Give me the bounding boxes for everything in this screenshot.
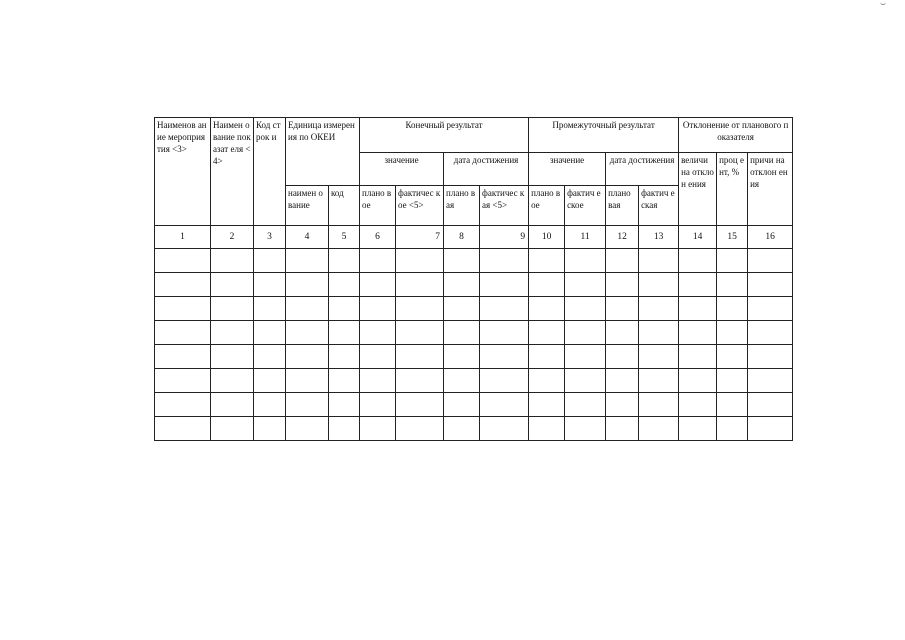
column-number: 7	[396, 226, 444, 249]
header-deviation-reason: причи на отклон ения	[748, 153, 793, 226]
table-cell	[639, 345, 679, 369]
table-cell	[565, 321, 606, 345]
table-cell	[396, 297, 444, 321]
table-cell	[396, 345, 444, 369]
table-cell	[565, 393, 606, 417]
table-cell	[396, 417, 444, 441]
table-cell	[360, 321, 396, 345]
column-number: 6	[360, 226, 396, 249]
header-final-actual-value: фактичес кое <5>	[396, 186, 444, 226]
column-number: 12	[606, 226, 639, 249]
report-table	[154, 117, 793, 441]
table-cell	[396, 321, 444, 345]
table-cell	[679, 249, 717, 273]
table-cell	[155, 297, 211, 321]
table-cell	[155, 369, 211, 393]
table-cell	[679, 297, 717, 321]
table-cell	[396, 369, 444, 393]
table-cell	[155, 321, 211, 345]
column-number: 5	[329, 226, 360, 249]
table-cell	[679, 393, 717, 417]
table-cell	[329, 273, 360, 297]
table-cell	[444, 249, 480, 273]
table-cell	[480, 249, 529, 273]
table-cell	[286, 321, 329, 345]
table-cell	[529, 273, 565, 297]
table-cell	[748, 321, 793, 345]
table-cell	[639, 369, 679, 393]
table-cell	[748, 417, 793, 441]
header-deviation-amount: величи на отклон ения	[679, 153, 717, 226]
column-number: 11	[565, 226, 606, 249]
table-cell	[329, 369, 360, 393]
table-cell	[360, 273, 396, 297]
table-cell	[396, 249, 444, 273]
table-cell	[565, 417, 606, 441]
header-intermediate-planned-value: плано вое	[529, 186, 565, 226]
table-cell	[444, 417, 480, 441]
table-cell	[639, 249, 679, 273]
table-row	[155, 273, 793, 297]
table-cell	[444, 393, 480, 417]
table-cell	[254, 297, 286, 321]
header-intermediate-actual-date: фактич еская	[639, 186, 679, 226]
table-cell	[155, 249, 211, 273]
table-cell	[529, 393, 565, 417]
table-cell	[211, 273, 254, 297]
header-row-1	[155, 118, 793, 153]
page-corner-mark	[880, 0, 886, 5]
table-cell	[748, 273, 793, 297]
header-name-of-measure: Наименов ание мероприя тия <3>	[155, 118, 211, 226]
table-cell	[444, 273, 480, 297]
table-cell	[329, 249, 360, 273]
table-cell	[329, 345, 360, 369]
table-cell	[565, 273, 606, 297]
table-cell	[329, 321, 360, 345]
table-cell	[679, 345, 717, 369]
column-number: 2	[211, 226, 254, 249]
table-cell	[748, 297, 793, 321]
column-number: 8	[444, 226, 480, 249]
table-cell	[155, 393, 211, 417]
table-cell	[360, 249, 396, 273]
table-cell	[211, 321, 254, 345]
header-final-value: значение	[360, 153, 444, 186]
column-number: 13	[639, 226, 679, 249]
table-cell	[717, 369, 748, 393]
column-number: 14	[679, 226, 717, 249]
table-cell	[155, 273, 211, 297]
table-cell	[565, 369, 606, 393]
table-cell	[606, 369, 639, 393]
table-cell	[606, 321, 639, 345]
table-cell	[286, 297, 329, 321]
table-cell	[679, 321, 717, 345]
table-cell	[396, 273, 444, 297]
table-cell	[565, 249, 606, 273]
table-cell	[717, 393, 748, 417]
table-cell	[360, 369, 396, 393]
table-cell	[717, 345, 748, 369]
header-deviation: Отклонение от планового показателя	[679, 118, 793, 153]
table-cell	[639, 417, 679, 441]
header-final-planned-date: плано вая	[444, 186, 480, 226]
header-intermediate-date: дата достижения	[606, 153, 679, 186]
table-cell	[155, 345, 211, 369]
table-row	[155, 345, 793, 369]
column-number: 15	[717, 226, 748, 249]
table-cell	[360, 417, 396, 441]
header-intermediate-planned-date: плано вая	[606, 186, 639, 226]
column-number: 4	[286, 226, 329, 249]
table-cell	[529, 345, 565, 369]
header-unit: Единица измерения по ОКЕИ	[286, 118, 360, 186]
table-cell	[480, 321, 529, 345]
table-cell	[286, 393, 329, 417]
table-cell	[529, 249, 565, 273]
table-cell	[155, 417, 211, 441]
table-cell	[529, 321, 565, 345]
table-cell	[529, 369, 565, 393]
table-cell	[679, 273, 717, 297]
header-intermediate-value: значение	[529, 153, 606, 186]
table-cell	[606, 393, 639, 417]
table-cell	[286, 273, 329, 297]
table-cell	[748, 345, 793, 369]
header-final-actual-date: фактичес кая <5>	[480, 186, 529, 226]
table-row	[155, 249, 793, 273]
table-cell	[639, 321, 679, 345]
table-cell	[639, 393, 679, 417]
table-cell	[480, 393, 529, 417]
table-cell	[444, 321, 480, 345]
header-intermediate-result: Промежуточный результат	[529, 118, 679, 153]
data-rows	[155, 249, 793, 441]
header-unit-name: наимен ование	[286, 186, 329, 226]
table-cell	[606, 417, 639, 441]
table-cell	[679, 417, 717, 441]
table-cell	[748, 393, 793, 417]
table-cell	[211, 369, 254, 393]
table-cell	[329, 393, 360, 417]
table-cell	[396, 393, 444, 417]
header-deviation-percent: проц ент, %	[717, 153, 748, 226]
table-cell	[606, 249, 639, 273]
table-cell	[211, 297, 254, 321]
column-number: 10	[529, 226, 565, 249]
table-cell	[748, 249, 793, 273]
table-cell	[480, 417, 529, 441]
table-cell	[360, 345, 396, 369]
header-name-of-indicator: Наимен ование показат еля <4>	[211, 118, 254, 226]
table-cell	[480, 345, 529, 369]
header-intermediate-actual-value: фактич еское	[565, 186, 606, 226]
table-cell	[565, 345, 606, 369]
table-cell	[444, 297, 480, 321]
table-cell	[606, 297, 639, 321]
table-cell	[717, 249, 748, 273]
table-cell	[639, 273, 679, 297]
header-line-code: Код строк и	[254, 118, 286, 226]
table-cell	[211, 345, 254, 369]
table-cell	[286, 369, 329, 393]
column-number: 16	[748, 226, 793, 249]
table-row	[155, 297, 793, 321]
table-cell	[329, 417, 360, 441]
table-cell	[286, 417, 329, 441]
table-cell	[606, 345, 639, 369]
column-number: 3	[254, 226, 286, 249]
table-row	[155, 393, 793, 417]
table-cell	[679, 369, 717, 393]
table-cell	[717, 321, 748, 345]
table-cell	[717, 417, 748, 441]
table-cell	[211, 393, 254, 417]
table-cell	[639, 297, 679, 321]
table-cell	[254, 345, 286, 369]
table-cell	[360, 393, 396, 417]
header-unit-code: код	[329, 186, 360, 226]
table-row	[155, 369, 793, 393]
table-cell	[529, 417, 565, 441]
table-row	[155, 417, 793, 441]
table-cell	[480, 297, 529, 321]
table-cell	[748, 369, 793, 393]
table-cell	[286, 345, 329, 369]
table-cell	[254, 249, 286, 273]
table-row	[155, 321, 793, 345]
header-final-result: Конечный результат	[360, 118, 529, 153]
table-cell	[529, 297, 565, 321]
table-cell	[444, 345, 480, 369]
table-cell	[606, 273, 639, 297]
table-cell	[254, 417, 286, 441]
column-number: 1	[155, 226, 211, 249]
table-cell	[211, 417, 254, 441]
table-cell	[480, 369, 529, 393]
column-number: 9	[480, 226, 529, 249]
table-cell	[254, 393, 286, 417]
table-cell	[444, 369, 480, 393]
header-final-planned-value: плано вое	[360, 186, 396, 226]
table-cell	[717, 273, 748, 297]
table-cell	[565, 297, 606, 321]
table-cell	[717, 297, 748, 321]
table-cell	[254, 321, 286, 345]
table-cell	[480, 273, 529, 297]
table-cell	[254, 369, 286, 393]
table-cell	[211, 249, 254, 273]
header-final-date: дата достижения	[444, 153, 529, 186]
table-cell	[286, 249, 329, 273]
table-cell	[360, 297, 396, 321]
column-number-row	[155, 226, 793, 249]
table-cell	[329, 297, 360, 321]
table-cell	[254, 273, 286, 297]
